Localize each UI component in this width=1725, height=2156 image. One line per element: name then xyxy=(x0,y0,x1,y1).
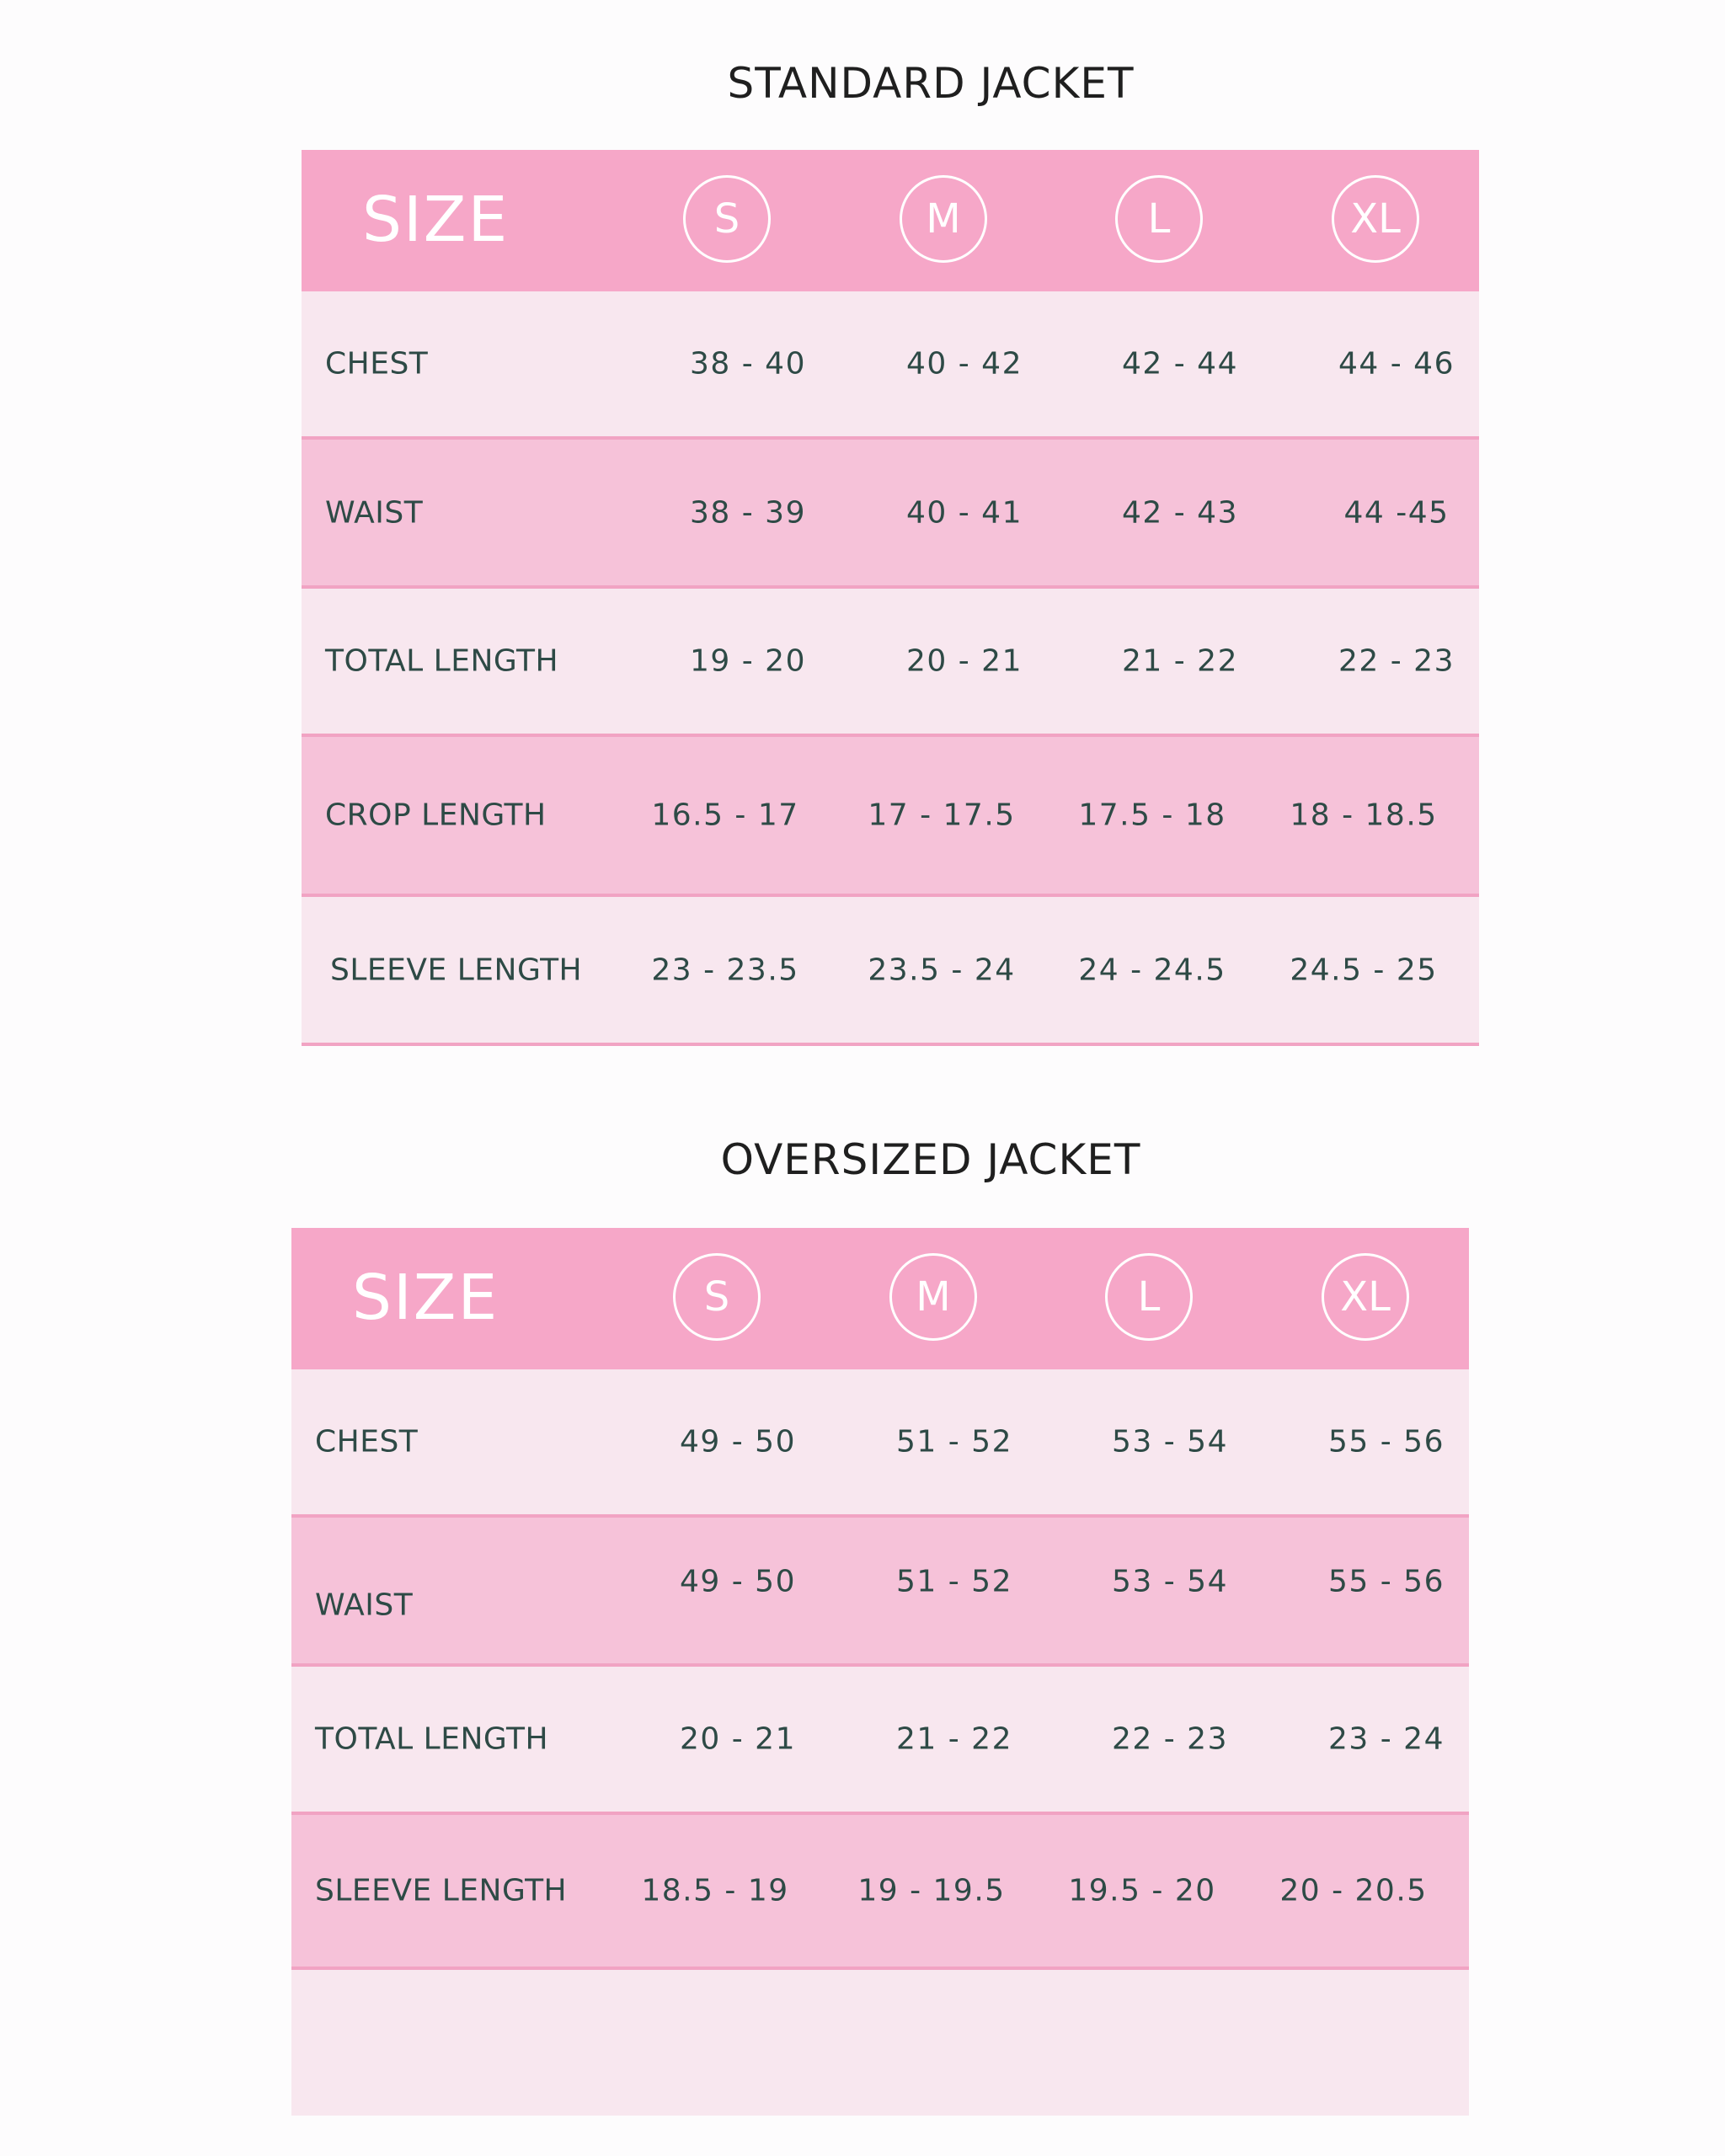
table-row-chest xyxy=(291,1369,1469,1514)
row-label: TOTAL LENGTH xyxy=(315,1721,549,1757)
standard-jacket-title: STANDARD JACKET xyxy=(727,59,1135,108)
size-m-badge: M xyxy=(889,1253,977,1341)
size-xl-badge: XL xyxy=(1332,175,1419,263)
oversized-jacket-title: OVERSIZED JACKET xyxy=(720,1135,1141,1184)
table-row-chest xyxy=(302,291,1479,436)
cell-s: 49 - 50 xyxy=(680,1564,796,1599)
cell-l: 53 - 54 xyxy=(1112,1424,1228,1460)
size-l-badge: L xyxy=(1115,175,1203,263)
cell-xl: 18 - 18.5 xyxy=(1290,798,1438,833)
row-label: WAIST xyxy=(315,1588,414,1623)
cell-m: 51 - 52 xyxy=(896,1424,1012,1460)
cell-xl: 44 - 46 xyxy=(1338,346,1455,382)
cell-s: 38 - 40 xyxy=(690,346,806,382)
cell-m: 40 - 41 xyxy=(906,495,1023,530)
size-header-label: SIZE xyxy=(352,1262,499,1334)
size-s-badge: S xyxy=(673,1253,761,1341)
cell-l: 42 - 44 xyxy=(1122,346,1238,382)
cell-m: 20 - 21 xyxy=(906,643,1023,679)
row-label: SLEEVE LENGTH xyxy=(330,953,583,987)
cell-l: 19.5 - 20 xyxy=(1068,1873,1216,1908)
cell-m: 17 - 17.5 xyxy=(868,798,1016,833)
size-l-badge: L xyxy=(1105,1253,1193,1341)
cell-m: 23.5 - 24 xyxy=(868,953,1016,987)
table-row-waist xyxy=(291,1514,1469,1663)
table-row-total-length xyxy=(302,585,1479,734)
row-label: WAIST xyxy=(325,495,424,530)
table-row-total-length xyxy=(291,1663,1469,1812)
cell-s: 16.5 - 17 xyxy=(651,798,799,833)
cell-m: 19 - 19.5 xyxy=(857,1873,1006,1908)
size-xl-badge: XL xyxy=(1322,1253,1409,1341)
cell-s: 18.5 - 19 xyxy=(641,1873,789,1908)
row-label: TOTAL LENGTH xyxy=(325,643,559,679)
cell-s: 23 - 23.5 xyxy=(651,953,799,987)
table-header xyxy=(291,1228,1469,1369)
row-label: CROP LENGTH xyxy=(325,798,547,833)
table-row-empty xyxy=(291,1970,1469,2116)
cell-xl: 24.5 - 25 xyxy=(1290,953,1438,987)
table-header xyxy=(302,150,1479,291)
cell-l: 21 - 22 xyxy=(1122,643,1238,679)
cell-xl: 44 -45 xyxy=(1343,495,1450,530)
size-header-label: SIZE xyxy=(362,184,510,256)
cell-xl: 20 - 20.5 xyxy=(1279,1873,1428,1908)
standard-size-table xyxy=(302,150,1479,1046)
size-s-badge: S xyxy=(683,175,771,263)
table-row-sleeve-length xyxy=(302,894,1479,1046)
cell-l: 17.5 - 18 xyxy=(1078,798,1226,833)
row-label: CHEST xyxy=(325,346,429,382)
table-row-sleeve-length xyxy=(291,1812,1469,1970)
cell-s: 38 - 39 xyxy=(690,495,806,530)
cell-m: 51 - 52 xyxy=(896,1564,1012,1599)
size-m-badge: M xyxy=(900,175,987,263)
cell-l: 24 - 24.5 xyxy=(1078,953,1226,987)
cell-xl: 55 - 56 xyxy=(1328,1564,1445,1599)
cell-xl: 22 - 23 xyxy=(1338,643,1455,679)
table-row-waist xyxy=(302,436,1479,585)
cell-l: 22 - 23 xyxy=(1112,1721,1228,1757)
cell-s: 19 - 20 xyxy=(690,643,806,679)
oversized-size-table xyxy=(291,1228,1469,2116)
row-label: SLEEVE LENGTH xyxy=(315,1873,568,1908)
cell-l: 42 - 43 xyxy=(1122,495,1238,530)
row-label: CHEST xyxy=(315,1424,419,1460)
table-row-crop-length xyxy=(302,734,1479,894)
cell-m: 40 - 42 xyxy=(906,346,1023,382)
cell-s: 20 - 21 xyxy=(680,1721,796,1757)
cell-s: 49 - 50 xyxy=(680,1424,796,1460)
cell-m: 21 - 22 xyxy=(896,1721,1012,1757)
cell-xl: 23 - 24 xyxy=(1328,1721,1445,1757)
cell-xl: 55 - 56 xyxy=(1328,1424,1445,1460)
cell-l: 53 - 54 xyxy=(1112,1564,1228,1599)
